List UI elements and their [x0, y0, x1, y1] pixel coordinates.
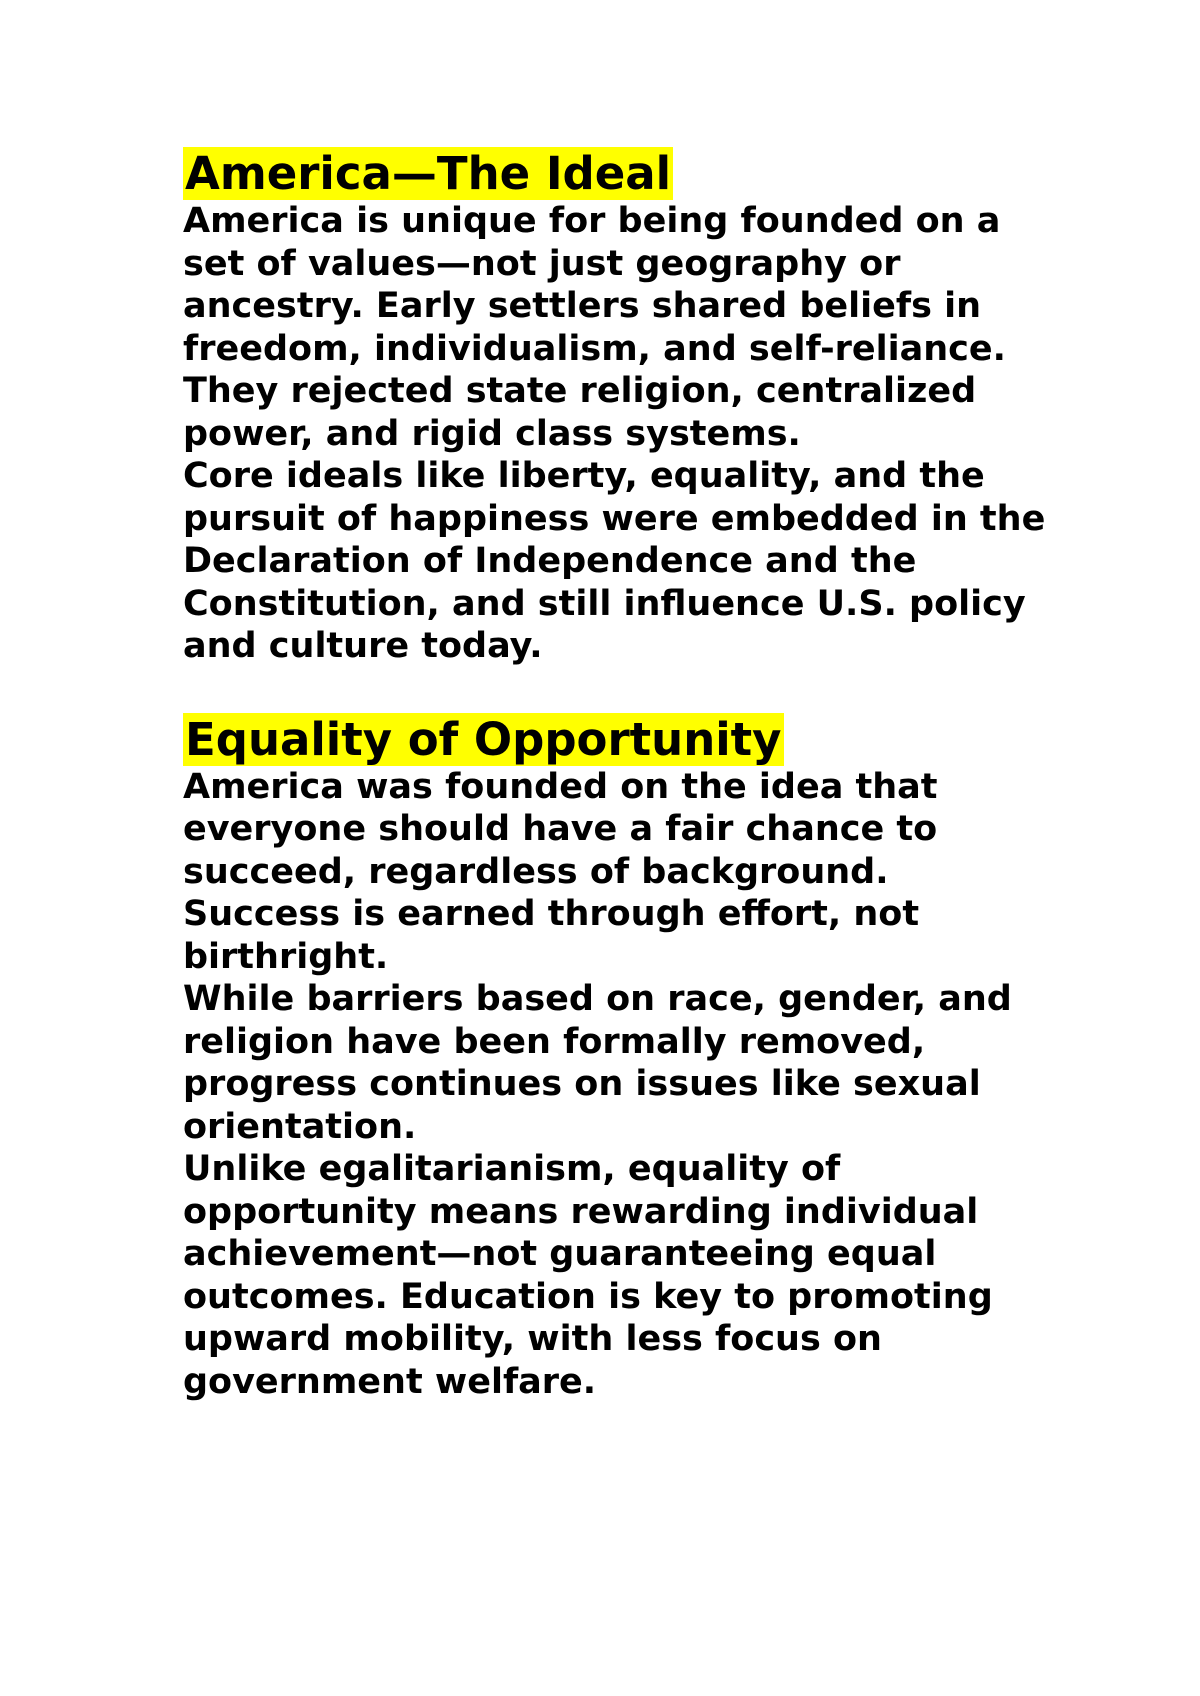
highlighted-title-text: America—The Ideal [185, 147, 672, 200]
document-page [183, 148, 1053, 1403]
paragraph: Core ideals like liberty, equality, and the pursuit of happiness were embedded in the Declaration of Independence and the Constitution, and still influence U.S. policy and culture today. [183, 456, 1046, 666]
paragraph: America is unique for being founded on a set of values—not just geography or ancestry. Early settlers shared beliefs in freedom, individualism, and self-reliance. They rejected state religion, centralized power, and rigid class systems. [183, 201, 1006, 454]
section-america-the-ideal [183, 148, 1053, 668]
paragraph: America was founded on the idea that everyone should have a fair chance to succeed, regardless of background. Success is earned through effort, not birthright. [183, 766, 938, 977]
paragraph: Unlike egalitarianism, equality of opportunity means rewarding individual achievement—not guaranteeing equal outcomes. Education is key to promoting upward mobility, with less focus on government welfare. [183, 1149, 993, 1402]
section-equality-of-opportunity [183, 714, 1053, 1404]
section-title [183, 714, 1053, 766]
section-title [183, 148, 1053, 200]
highlighted-title-text: Equality of Opportunity [185, 712, 782, 766]
paragraph: While barriers based on race, gender, and religion have been formally removed, progress continues on issues like sexual orientation. [183, 979, 1012, 1147]
